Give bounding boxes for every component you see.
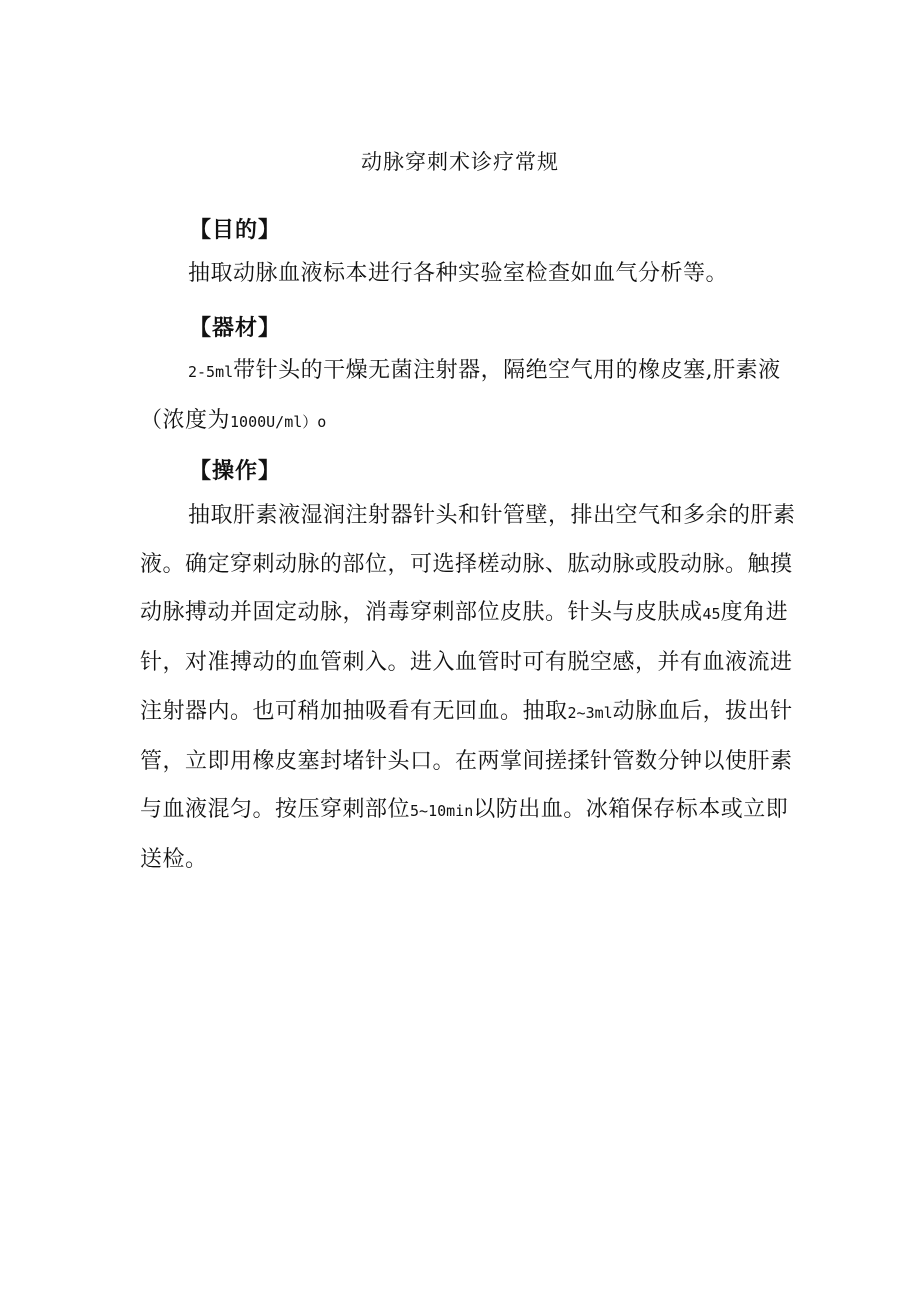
- heparin-concentration: 1000U∕ml）o: [230, 412, 327, 431]
- purpose-text: 抽取动脉血液标本进行各种实验室检查如血气分析等。: [188, 261, 729, 286]
- section-heading-procedure: 【操作】: [189, 458, 282, 484]
- equipment-paragraph: [140, 347, 796, 446]
- procedure-text-1: 抽取肝素液湿润注射器针头和针管壁，排出空气和多余的肝素液。确定穿刺动脉的部位，可选择槎动脉、肱动脉或股动脉。触摸动脉搏动并固定动脉，消毒穿刺部位皮肤。针头与皮肤成: [140, 503, 796, 626]
- procedure-text-3: 动脉血后，拔出针管，立即用橡皮塞封堵针头口。在两掌间搓揉针管数分钟以使肝素与血液混匀。按压穿刺部位: [140, 698, 793, 823]
- section-heading-purpose: 【目的】: [189, 217, 282, 243]
- needle-angle: 45: [702, 605, 721, 624]
- procedure-text-4: 以防出血。冰箱保存标本或立即送检。: [140, 797, 789, 872]
- page-title: 动脉穿刺术诊疗常规: [361, 150, 559, 174]
- procedure-text-2: 度角进针，对准搏动的血管刺入。进入血管时可有脱空感，并有血液流进注射器内。也可稍加抽吸看有无回血。抽取: [140, 600, 793, 724]
- equipment-text: 带针头的干燥无菌注射器，隔绝空气用的橡皮塞,肝素液（浓度为: [140, 358, 781, 433]
- syringe-volume: 2-5ml: [188, 363, 234, 381]
- blood-volume: 2~3ml: [567, 703, 613, 722]
- procedure-paragraph: [140, 492, 796, 885]
- purpose-paragraph: [140, 250, 796, 299]
- section-heading-equipment: 【器材】: [189, 315, 282, 341]
- press-duration: 5~10min: [410, 802, 474, 821]
